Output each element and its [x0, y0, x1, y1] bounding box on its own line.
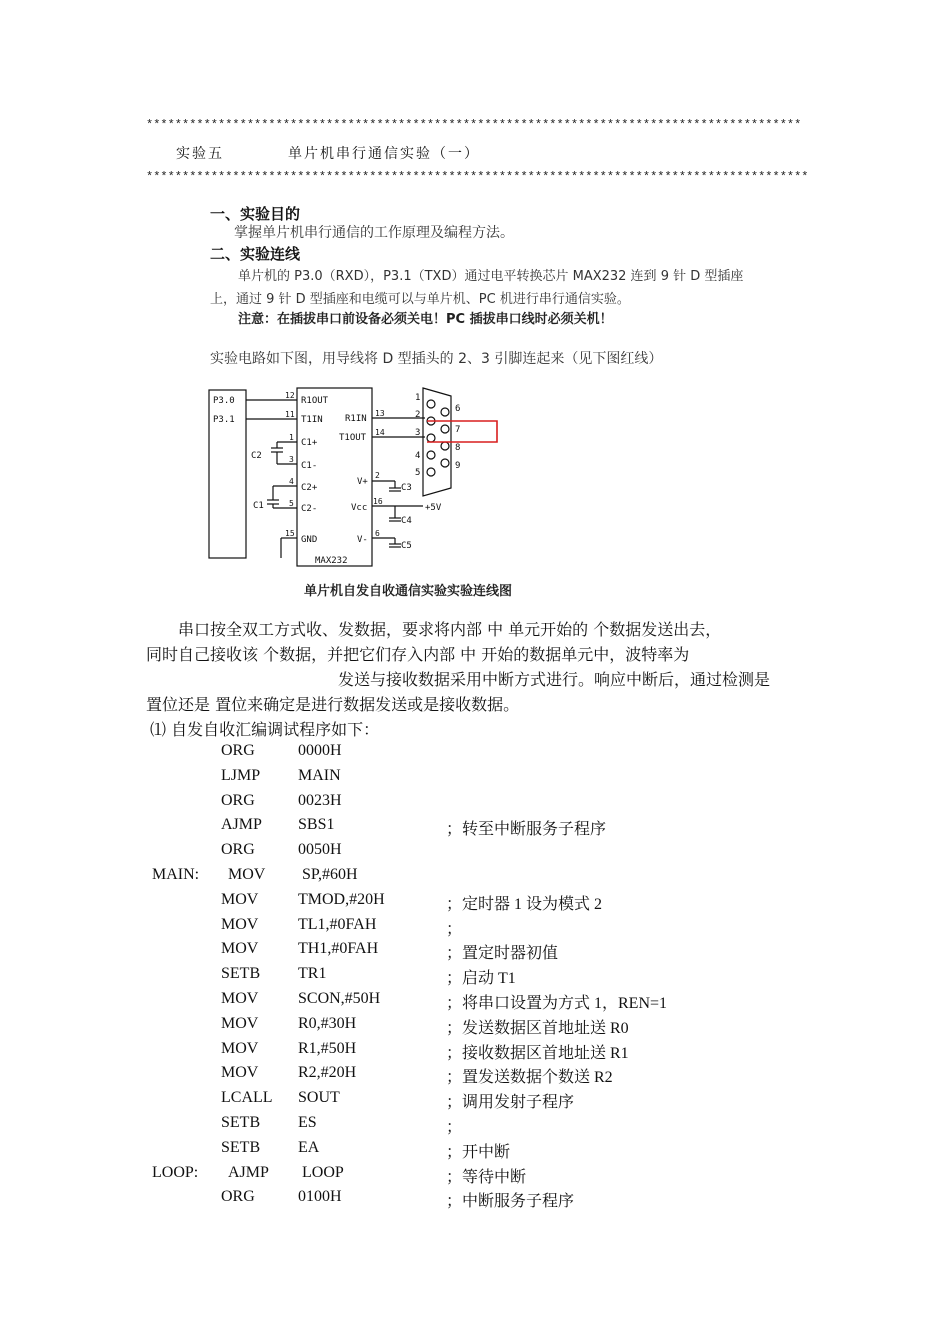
supply-label: +5V — [425, 503, 442, 513]
code-comment: ；接收数据区首地址送 R1 — [446, 1044, 629, 1062]
paragraph-line-2: 同时自己接收该 个数据，并把它们存入内部 中 开始的数据单元中，波特率为 — [146, 645, 690, 664]
mcu-pin-p31: P3.1 — [213, 415, 235, 425]
code-operand: 0100H — [298, 1188, 342, 1206]
code-opcode: AJMP — [221, 816, 262, 834]
code-operand: R1,#50H — [298, 1039, 357, 1057]
code-operand: EA — [298, 1138, 320, 1156]
section-purpose-text: 掌握单片机串行通信的工作原理及编程方法。 — [234, 225, 514, 241]
wiring-line-2: 上，通过 9 针 D 型插座和电缆可以与单片机、PC 机进行串行通信实验。 — [210, 292, 630, 307]
code-opcode: SETB — [221, 1114, 261, 1131]
svg-text:C2: C2 — [251, 451, 262, 461]
code-operand: TH1,#0FAH — [298, 940, 379, 958]
svg-text:C4: C4 — [401, 516, 412, 526]
mcu-pin-p30: P3.0 — [213, 396, 235, 406]
code-operand: TMOD,#20H — [298, 890, 385, 908]
code-comment: ；开中断 — [446, 1143, 511, 1161]
code-operand: SCON,#50H — [298, 990, 381, 1007]
code-label: MAIN: — [152, 866, 200, 883]
svg-text:3: 3 — [415, 428, 421, 438]
code-operand: ES — [298, 1114, 317, 1131]
code-operand: 0000H — [298, 742, 342, 759]
svg-text:13: 13 — [375, 409, 385, 418]
experiment-number: 实验五 — [176, 146, 224, 162]
code-opcode: ORG — [221, 742, 255, 759]
code-opcode: MOV — [221, 890, 259, 908]
code-comment: ； — [446, 1119, 463, 1136]
svg-text:1: 1 — [289, 433, 294, 442]
svg-text:GND: GND — [301, 535, 318, 545]
svg-text:9: 9 — [455, 461, 461, 471]
svg-text:C5: C5 — [401, 541, 412, 551]
code-operand: TR1 — [298, 965, 327, 983]
code-opcode: ORG — [221, 791, 255, 809]
code-operand: R2,#20H — [298, 1064, 357, 1082]
star-divider-bottom: ******************************************************************************************** — [146, 170, 809, 184]
code-comment: ；发送数据区首地址送 R0 — [446, 1019, 629, 1037]
jumper-wire — [427, 421, 497, 442]
svg-text:C3: C3 — [401, 483, 412, 493]
svg-text:Vcc: Vcc — [351, 503, 368, 513]
code-operand: MAIN — [298, 766, 341, 784]
chip-label: MAX232 — [315, 556, 348, 566]
code-opcode: ORG — [221, 1188, 255, 1206]
code-opcode: MOV — [221, 1064, 259, 1082]
paragraph-line-3: 发送与接收数据采用中断方式进行。响应中断后，通过检测是 — [338, 670, 771, 689]
svg-text:14: 14 — [375, 428, 385, 437]
code-comment: ；定时器 1 设为模式 2 — [446, 895, 603, 913]
code-opcode: SETB — [221, 965, 261, 983]
wiring-line-1: 单片机的 P3.0（RXD），P3.1（TXD）通过电平转换芯片 MAX232 连到 9 针 D 型插座 — [238, 269, 744, 284]
svg-text:C2+: C2+ — [301, 483, 318, 493]
code-operand: 0050H — [298, 841, 342, 859]
svg-text:C1+: C1+ — [301, 438, 318, 448]
circuit-description: 实验电路如下图，用导线将 D 型插头的 2、3 引脚连起来（见下图红线） — [210, 351, 663, 367]
code-comment: ； — [446, 920, 463, 938]
svg-text:C1: C1 — [253, 501, 264, 511]
code-comment: ；中断服务子程序 — [446, 1193, 575, 1211]
circuit-diagram — [205, 380, 525, 580]
svg-text:1: 1 — [415, 393, 421, 403]
code-comment: ；置发送数据个数送 R2 — [446, 1069, 613, 1087]
code-operand: LOOP — [302, 1163, 344, 1181]
code-comment: ；转至中断服务子程序 — [446, 821, 607, 839]
svg-text:R1IN: R1IN — [345, 414, 367, 424]
svg-text:R1OUT: R1OUT — [301, 396, 329, 406]
code-opcode: ORG — [221, 841, 255, 859]
svg-text:4: 4 — [415, 451, 421, 461]
code-operand: R0,#30H — [298, 1014, 357, 1032]
code-comment: ；置定时器初值 — [446, 945, 559, 963]
svg-text:11: 11 — [285, 410, 295, 419]
code-comment: ；等待中断 — [446, 1168, 527, 1186]
experiment-title: 单片机串行通信实验（一） — [288, 146, 480, 162]
svg-text:2: 2 — [375, 471, 380, 480]
svg-text:C2-: C2- — [301, 504, 318, 514]
code-opcode: LJMP — [221, 766, 261, 784]
code-opcode: MOV — [221, 1039, 259, 1057]
svg-text:3: 3 — [289, 455, 294, 464]
code-opcode: SETB — [221, 1138, 261, 1156]
svg-text:T1OUT: T1OUT — [339, 433, 367, 443]
svg-text:8: 8 — [455, 443, 461, 453]
code-label: LOOP: — [152, 1163, 199, 1181]
paragraph-line-1: 串口按全双工方式收、发数据，要求将内部 中 单元开始的 个数据发送出去， — [178, 620, 722, 639]
code-opcode: AJMP — [228, 1163, 269, 1181]
svg-text:V+: V+ — [357, 477, 368, 487]
code-operand: SBS1 — [298, 816, 335, 834]
code-operand: TL1,#0FAH — [298, 915, 377, 933]
svg-text:7: 7 — [455, 425, 461, 435]
code-opcode: MOV — [221, 1014, 259, 1032]
svg-text:C1-: C1- — [301, 461, 318, 471]
code-opcode: MOV — [221, 915, 259, 933]
code-comment: ；启动 T1 — [446, 970, 516, 988]
code-operand: 0023H — [298, 791, 342, 809]
svg-text:V-: V- — [357, 535, 368, 545]
code-opcode: MOV — [228, 866, 266, 883]
code-comment: ；将串口设置为方式 1，REN=1 — [446, 995, 668, 1012]
code-opcode: MOV — [221, 940, 259, 958]
svg-text:T1IN: T1IN — [301, 415, 323, 425]
svg-text:15: 15 — [285, 529, 295, 538]
svg-text:5: 5 — [289, 499, 294, 508]
code-operand: SP,#60H — [302, 866, 358, 883]
svg-text:6: 6 — [375, 529, 380, 538]
paragraph-line-4: 置位还是 置位来确定是进行数据发送或是接收数据。 — [146, 695, 520, 714]
svg-text:12: 12 — [285, 391, 295, 400]
star-divider-top: ******************************************************************************************* — [146, 118, 802, 132]
section-purpose-title: 一、实验目的 — [210, 205, 301, 223]
code-opcode: LCALL — [221, 1089, 273, 1107]
wiring-note: 注意：在插拔串口前设备必须关电！PC 插拔串口线时必须关机！ — [238, 312, 613, 327]
section-wiring-title: 二、实验连线 — [210, 245, 301, 263]
code-operand: SOUT — [298, 1089, 340, 1107]
svg-text:4: 4 — [289, 477, 294, 486]
svg-text:2: 2 — [415, 410, 421, 420]
code-opcode: MOV — [221, 990, 259, 1007]
svg-text:6: 6 — [455, 404, 461, 414]
code-comment: ；调用发射子程序 — [446, 1094, 575, 1112]
svg-text:5: 5 — [415, 468, 421, 478]
program-heading: ⑴ 自发自收汇编调试程序如下： — [150, 720, 380, 739]
diagram-caption: 单片机自发自收通信实验实验连线图 — [304, 584, 513, 599]
svg-text:16: 16 — [373, 497, 383, 506]
